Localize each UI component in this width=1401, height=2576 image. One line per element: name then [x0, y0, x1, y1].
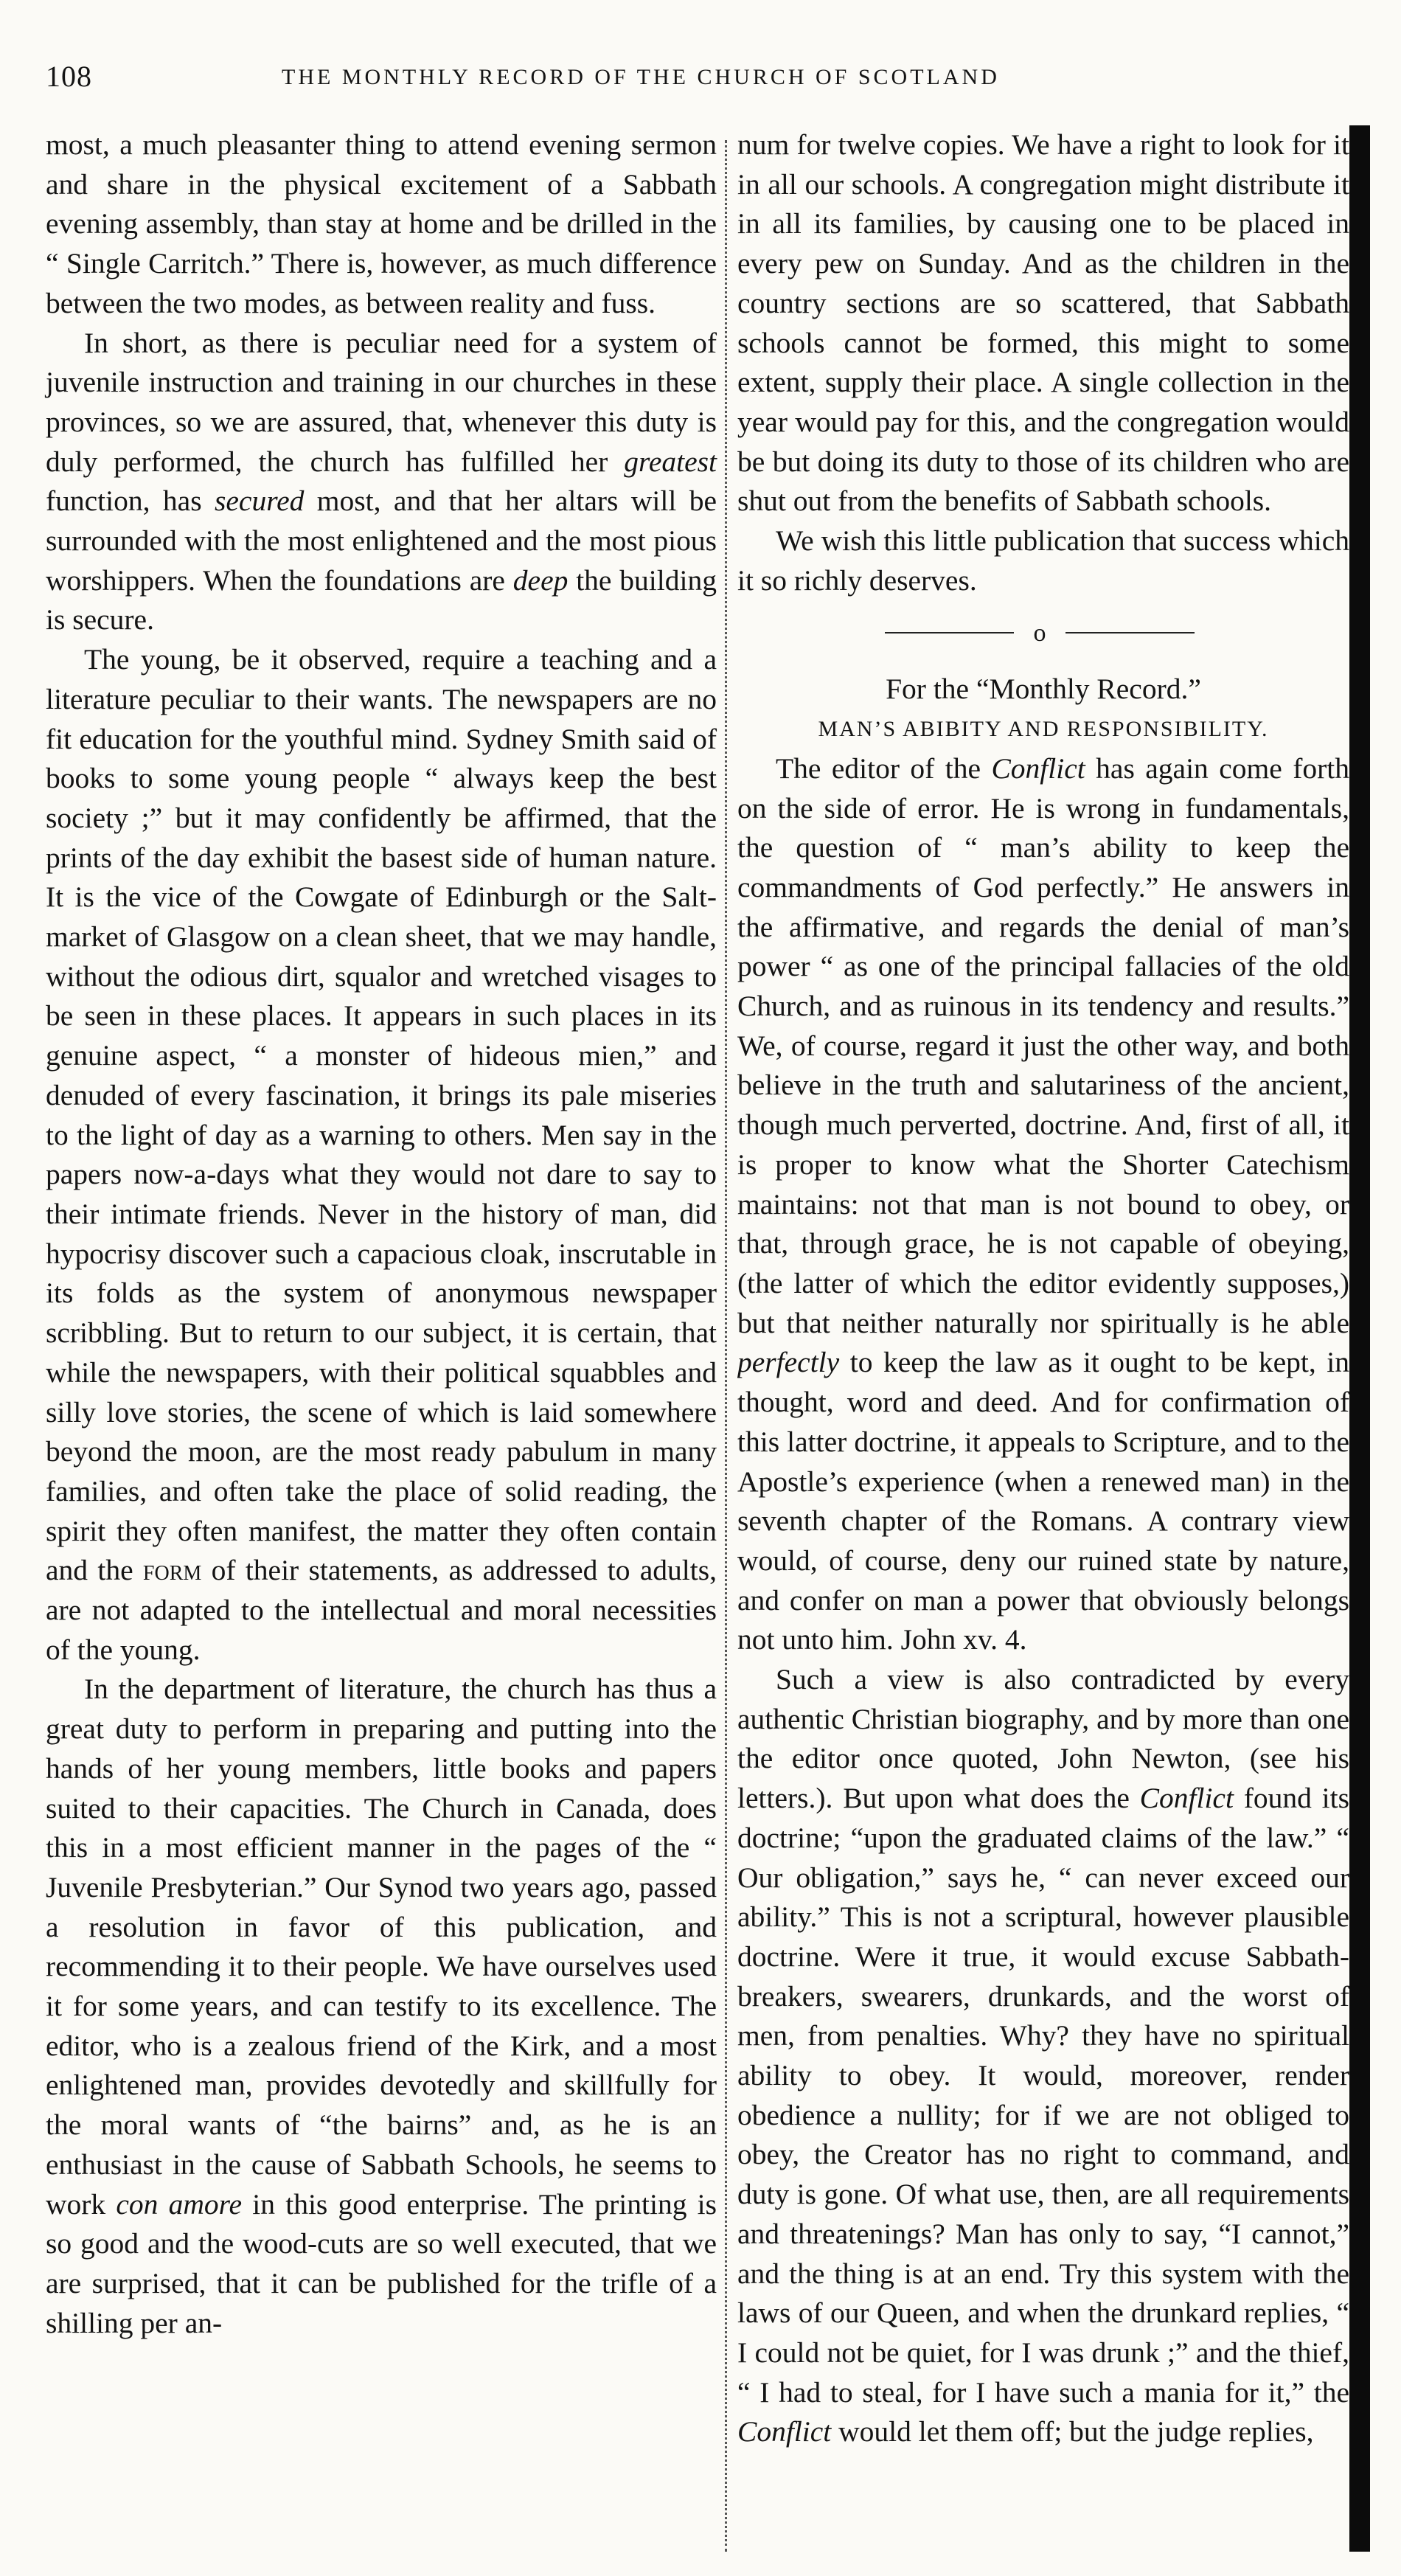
paragraph [737, 749, 1349, 1660]
divider-line [885, 632, 1014, 633]
text-run: In short, as there is peculiar need for a system of juvenile instruction and training in our churches in these provinces, so we are assured, that, whenever this duty is duly performed, the church has fulfilled her [46, 326, 717, 478]
divider-ornament: o [1033, 619, 1046, 648]
paragraph [46, 125, 717, 324]
article-title: MAN’S ABIBITY AND RESPONSIBILITY. [818, 717, 1269, 742]
paragraph [737, 1660, 1349, 2452]
text-run: The editor of the [776, 751, 992, 785]
column-divider [725, 140, 727, 2552]
italic-text: secured [215, 485, 305, 518]
italic-text: con amore [116, 2187, 243, 2221]
left-column [46, 125, 717, 2552]
italic-text: Conflict [1139, 1782, 1234, 1815]
paragraph [46, 324, 717, 641]
text-run: most, a much pleasanter thing to attend evening sermon and share in the physical excitement of a Sabbath evening assembly, than stay at home and be drilled in the “ Single Carritch.” There is, however, as much difference between the two modes, as between reality and fuss. [46, 128, 717, 319]
text-run: Such a view is also contradicted by every authentic Christian biography, and by more than one the editor once quoted, John Newton, (see his letters.). But upon what does the [737, 1663, 1349, 1815]
text-run: has again come forth on the side of error. He is wrong in fundamentals, the question of “ man’s ability to keep the commandments of God perfectly.” He answers in the affirmative, and regards the denial of man’s power “ as one of the principal fallacies of the old Church, and as ruinous in its tendency and results.” We, of course, regard it just the other way, and both believe in the truth and salutariness of the ancient, though much perverted, doctrine. And, first of all, it is proper to know what the Shorter Catechism maintains: not that man is not bound to obey, or that, through grace, he is not capable of obeying, (the latter of which the editor evidently supposes,) but that neither naturally nor spiritually is he able [737, 751, 1349, 1339]
right-column [737, 125, 1349, 2552]
paragraph [46, 640, 717, 1670]
running-head: THE MONTHLY RECORD OF THE CHURCH OF SCOTLAND [282, 65, 1000, 89]
italic-text: Conflict [991, 751, 1085, 785]
text-run: The young, be it observed, require a teaching and a literature peculiar to their wants. The newspapers are no fit education for the youthful mind. Sydney Smith said of books to some young people “ always keep the best society ;” but it may confidently be affirmed, that the prints of the day exhibit the basest side of human nature. It is the vice of the Cowgate of Edinburgh or the Salt-market of Glasgow on a clean sheet, that we may handle, without the odious dirt, squalor and wretched visages to be seen in these places. It appears in such places in its genuine aspect, “ a monster of hideous mien,” and denuded of every fascination, it brings its pale miseries to the light of day as a warning to others. Men say in the papers now-a-days what they would not dare to say to their intimate friends. Never in the history of man, did hypocrisy discover such a capacious cloak, inscrutable in its folds as the system of anonymous newspaper scribbling. But to return to our subject, it is certain, that while the newspapers, with their political squabbles and silly love stories, the scene of which is laid somewhere beyond the moon, are the most ready pabulum in many families, and often take the place of solid reading, the spirit they often manifest, the matter they often contain and the [46, 643, 717, 1587]
page-header [46, 59, 1373, 111]
paragraph [737, 521, 1349, 600]
italic-text: deep [512, 563, 569, 597]
text-run: num for twelve copies. We have a right to look for it in all our schools. A congregation might distribute it in all its families, by causing one to be placed in every pew on Sunday. And as the children in the country sections are so scattered, that Sabbath schools cannot be formed, this might to some extent, supply their place. A single collection in the year would pay for this, and the congregation would be but doing its duty to those of its children who are shut out from the benefits of Sabbath schools. [737, 128, 1349, 518]
page-edge-shadow [1349, 125, 1370, 2552]
text-run: function, has [46, 485, 215, 518]
attribution-line: For the “Monthly Record.” [886, 673, 1201, 706]
small-caps-text: form [142, 1554, 202, 1587]
paragraph [46, 1670, 717, 2343]
page-number: 108 [46, 60, 92, 93]
text-run: would let them off; but the judge replies, [831, 2415, 1314, 2448]
text-run: most, and that her altars will be surrounded with the most enlightened and the most pious worshippers. When the foundations are [46, 485, 717, 597]
text-run: We wish this little publication that success which it so richly deserves. [737, 524, 1349, 597]
italic-text: greatest [624, 445, 717, 478]
text-run: to keep the law as it ought to be kept, in thought, word and deed. And for confirmation of this latter doctrine, it appeals to Scripture, and to the Apostle’s experience (when a renewed man) in the seventh chapter of the Romans. A contrary view would, of course, deny our ruined state by nature, and confer on man a power that obviously belongs not unto him. John xv. 4. [737, 1346, 1349, 1656]
text-run: the building is secure. [46, 563, 717, 636]
italic-text: Conflict [737, 2415, 832, 2448]
italic-text: perfectly [737, 1346, 840, 1379]
text-run: found its doctrine; “upon the graduated claims of the law.” “ Our obligation,” says he, “ can never exceed our ability.” This is not a scriptural, however plausible doctrine. Were it true, it would excuse Sabbath-breakers, swearers, drunkards, and the worst of men, from penalties. Why? they have no spiritual ability to obey. It would, moreover, render obedience a nullity; for if we are not obliged to obey, the Creator has no right to command, and duty is gone. Of what use, then, are all requirements and threatenings? Man has only to say, “I cannot,” and the thing is at an end. Try this system with the laws of our Queen, and when the drunkard replies, “ I could not be quiet, for I was drunk ;” and the thief, “ I had to steal, for I have such a mania for it,” the [737, 1782, 1349, 2409]
text-run: of their statements, as addressed to adults, are not adapted to the intellectual and moral necessities of the young. [46, 1554, 717, 1666]
paragraph [737, 125, 1349, 521]
section-divider [737, 611, 1349, 655]
divider-line [1065, 632, 1195, 633]
text-run: in this good enterprise. The printing is so good and the wood-cuts are so well executed, that we are surprised, that it can be published for the trifle of a shilling per an- [46, 2187, 717, 2339]
text-run: In the department of literature, the church has thus a great duty to perform in preparing and putting into the hands of her young members, little books and papers suited to their capacities. The Church in Canada, does this in a most efficient manner in the pages of the “ Juvenile Presbyterian.” Our Synod two years ago, passed a resolution in favor of this publication, and recommending it to their people. We have ourselves used it for some years, and can testify to its excellence. The editor, who is a zealous friend of the Kirk, and a most enlightened man, provides devotedly and skillfully for the moral wants of “the bairns” and, as he is an enthusiast in the cause of Sabbath Schools, he seems to work [46, 1673, 717, 2221]
